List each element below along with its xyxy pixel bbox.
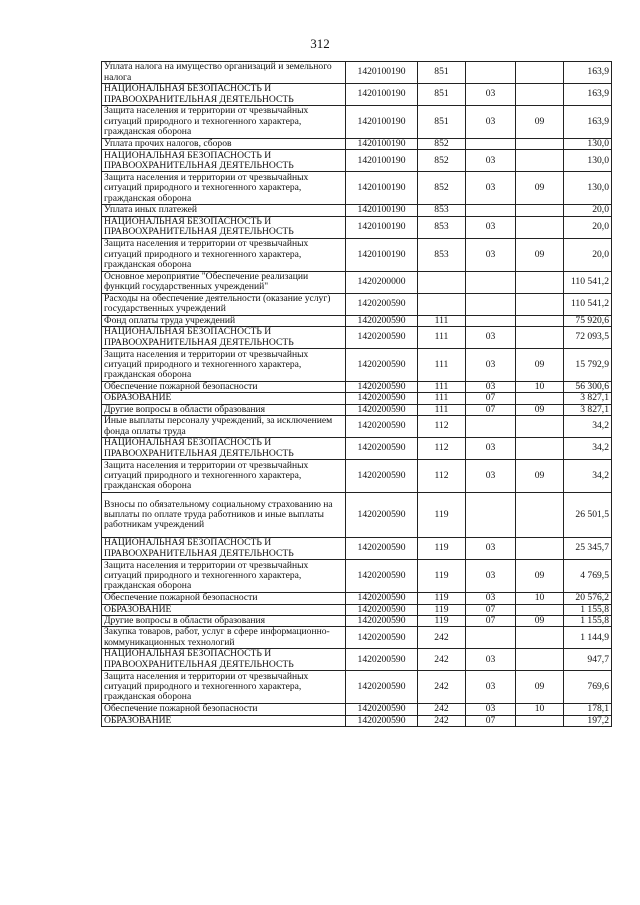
table-row xyxy=(102,493,612,538)
table-row xyxy=(102,615,612,626)
row-section: 07 xyxy=(466,615,516,626)
table-row xyxy=(102,715,612,726)
row-subsection: 09 xyxy=(516,349,564,382)
row-sum: 1 144,9 xyxy=(564,627,612,649)
row-name: НАЦИОНАЛЬНАЯ БЕЗОПАСНОСТЬ И ПРАВООХРАНИТЕЛЬНАЯ ДЕЯТЕЛЬНОСТЬ xyxy=(102,216,346,238)
row-target-article: 1420100190 xyxy=(346,150,418,172)
row-target-article: 1420100190 xyxy=(346,62,418,84)
row-section: 03 xyxy=(466,438,516,460)
row-name: НАЦИОНАЛЬНАЯ БЕЗОПАСНОСТЬ И ПРАВООХРАНИТЕЛЬНАЯ ДЕЯТЕЛЬНОСТЬ xyxy=(102,538,346,560)
row-sum: 34,2 xyxy=(564,460,612,493)
row-subsection xyxy=(516,604,564,615)
row-section: 03 xyxy=(466,382,516,393)
row-section: 07 xyxy=(466,715,516,726)
table-row xyxy=(102,593,612,604)
row-sum: 110 541,2 xyxy=(564,293,612,315)
row-target-article: 1420200590 xyxy=(346,593,418,604)
row-subsection: 09 xyxy=(516,460,564,493)
row-name: НАЦИОНАЛЬНАЯ БЕЗОПАСНОСТЬ И ПРАВООХРАНИТЕЛЬНАЯ ДЕЯТЕЛЬНОСТЬ xyxy=(102,84,346,106)
row-subsection: 09 xyxy=(516,671,564,704)
row-sum: 4 769,5 xyxy=(564,560,612,593)
row-target-article: 1420100190 xyxy=(346,205,418,216)
row-section: 03 xyxy=(466,560,516,593)
row-target-article: 1420100190 xyxy=(346,106,418,139)
row-sum: 110 541,2 xyxy=(564,271,612,293)
table-row xyxy=(102,560,612,593)
row-expense-type: 111 xyxy=(418,315,466,326)
row-section: 03 xyxy=(466,216,516,238)
table-row xyxy=(102,62,612,84)
table-row xyxy=(102,404,612,415)
table-row xyxy=(102,704,612,715)
row-section: 03 xyxy=(466,84,516,106)
row-sum: 20,0 xyxy=(564,238,612,271)
row-subsection xyxy=(516,715,564,726)
row-expense-type: 853 xyxy=(418,205,466,216)
row-target-article: 1420200590 xyxy=(346,416,418,438)
row-name: ОБРАЗОВАНИЕ xyxy=(102,393,346,404)
row-section: 03 xyxy=(466,106,516,139)
row-sum: 26 501,5 xyxy=(564,493,612,538)
row-section: 03 xyxy=(466,349,516,382)
row-name: Расходы на обеспечение деятельности (оказание услуг) государственных учреждений xyxy=(102,293,346,315)
table-row xyxy=(102,327,612,349)
row-target-article: 1420200590 xyxy=(346,315,418,326)
row-section: 03 xyxy=(466,671,516,704)
row-section xyxy=(466,493,516,538)
row-sum: 3 827,1 xyxy=(564,393,612,404)
row-name: Обеспечение пожарной безопасности xyxy=(102,593,346,604)
row-section: 07 xyxy=(466,393,516,404)
row-sum: 163,9 xyxy=(564,84,612,106)
table-row xyxy=(102,416,612,438)
row-section: 07 xyxy=(466,604,516,615)
row-sum: 947,7 xyxy=(564,649,612,671)
row-name: Уплата прочих налогов, сборов xyxy=(102,139,346,150)
row-section: 03 xyxy=(466,238,516,271)
table-row xyxy=(102,106,612,139)
row-section xyxy=(466,293,516,315)
row-expense-type: 112 xyxy=(418,460,466,493)
row-section: 03 xyxy=(466,538,516,560)
row-subsection xyxy=(516,438,564,460)
row-target-article: 1420200590 xyxy=(346,704,418,715)
row-subsection xyxy=(516,327,564,349)
table-row xyxy=(102,84,612,106)
row-target-article: 1420200590 xyxy=(346,627,418,649)
row-sum: 163,9 xyxy=(564,62,612,84)
row-expense-type: 852 xyxy=(418,150,466,172)
row-name: Защита населения и территории от чрезвычайных ситуаций природного и техногенного характера, гражданская оборона xyxy=(102,172,346,205)
table-row xyxy=(102,627,612,649)
row-expense-type: 851 xyxy=(418,84,466,106)
row-name: Обеспечение пожарной безопасности xyxy=(102,382,346,393)
row-subsection: 10 xyxy=(516,593,564,604)
row-expense-type xyxy=(418,293,466,315)
row-subsection xyxy=(516,84,564,106)
row-subsection xyxy=(516,293,564,315)
row-subsection xyxy=(516,416,564,438)
table-row xyxy=(102,205,612,216)
row-subsection xyxy=(516,649,564,671)
row-name: Закупка товаров, работ, услуг в сфере информационно-коммуникационных технологий xyxy=(102,627,346,649)
table-row xyxy=(102,172,612,205)
row-sum: 15 792,9 xyxy=(564,349,612,382)
row-section xyxy=(466,139,516,150)
row-subsection xyxy=(516,393,564,404)
row-expense-type: 119 xyxy=(418,604,466,615)
row-expense-type: 119 xyxy=(418,560,466,593)
row-name: НАЦИОНАЛЬНАЯ БЕЗОПАСНОСТЬ И ПРАВООХРАНИТЕЛЬНАЯ ДЕЯТЕЛЬНОСТЬ xyxy=(102,327,346,349)
row-sum: 3 827,1 xyxy=(564,404,612,415)
row-section xyxy=(466,627,516,649)
row-expense-type: 111 xyxy=(418,349,466,382)
row-subsection: 09 xyxy=(516,172,564,205)
table-row xyxy=(102,604,612,615)
row-section: 03 xyxy=(466,460,516,493)
row-sum: 1 155,8 xyxy=(564,615,612,626)
row-subsection: 09 xyxy=(516,560,564,593)
row-target-article: 1420200590 xyxy=(346,649,418,671)
row-subsection: 09 xyxy=(516,106,564,139)
row-expense-type: 242 xyxy=(418,649,466,671)
row-name: Защита населения и территории от чрезвычайных ситуаций природного и техногенного характера, гражданская оборона xyxy=(102,560,346,593)
row-expense-type: 112 xyxy=(418,438,466,460)
row-expense-type: 111 xyxy=(418,404,466,415)
row-name: Основное мероприятие "Обеспечение реализации функций государственных учреждений" xyxy=(102,271,346,293)
table-row xyxy=(102,238,612,271)
row-subsection xyxy=(516,62,564,84)
table-row xyxy=(102,293,612,315)
row-name: Другие вопросы в области образования xyxy=(102,615,346,626)
row-expense-type: 119 xyxy=(418,493,466,538)
table-row xyxy=(102,649,612,671)
row-sum: 197,2 xyxy=(564,715,612,726)
row-expense-type: 242 xyxy=(418,627,466,649)
table-row xyxy=(102,271,612,293)
row-subsection xyxy=(516,493,564,538)
row-section xyxy=(466,416,516,438)
row-target-article: 1420200590 xyxy=(346,393,418,404)
row-name: Уплата иных платежей xyxy=(102,205,346,216)
row-sum: 34,2 xyxy=(564,438,612,460)
budget-table xyxy=(101,61,612,727)
row-expense-type: 242 xyxy=(418,671,466,704)
row-subsection: 09 xyxy=(516,404,564,415)
row-name: НАЦИОНАЛЬНАЯ БЕЗОПАСНОСТЬ И ПРАВООХРАНИТЕЛЬНАЯ ДЕЯТЕЛЬНОСТЬ xyxy=(102,649,346,671)
row-name: ОБРАЗОВАНИЕ xyxy=(102,604,346,615)
row-name: Взносы по обязательному социальному страхованию на выплаты по оплате труда работников и иные выплаты работникам учреждений xyxy=(102,493,346,538)
row-name: НАЦИОНАЛЬНАЯ БЕЗОПАСНОСТЬ И ПРАВООХРАНИТЕЛЬНАЯ ДЕЯТЕЛЬНОСТЬ xyxy=(102,150,346,172)
row-expense-type: 242 xyxy=(418,704,466,715)
row-section: 03 xyxy=(466,150,516,172)
row-subsection: 10 xyxy=(516,704,564,715)
row-subsection: 09 xyxy=(516,238,564,271)
table-row xyxy=(102,671,612,704)
row-subsection xyxy=(516,139,564,150)
row-section: 07 xyxy=(466,404,516,415)
row-target-article: 1420100190 xyxy=(346,84,418,106)
row-expense-type: 242 xyxy=(418,715,466,726)
row-section xyxy=(466,62,516,84)
row-sum: 1 155,8 xyxy=(564,604,612,615)
row-name: Защита населения и территории от чрезвычайных ситуаций природного и техногенного характера, гражданская оборона xyxy=(102,460,346,493)
row-sum: 25 345,7 xyxy=(564,538,612,560)
row-subsection xyxy=(516,538,564,560)
row-target-article: 1420200590 xyxy=(346,327,418,349)
row-sum: 20,0 xyxy=(564,205,612,216)
table-row xyxy=(102,315,612,326)
row-target-article: 1420200590 xyxy=(346,604,418,615)
row-target-article: 1420100190 xyxy=(346,216,418,238)
row-sum: 34,2 xyxy=(564,416,612,438)
row-subsection xyxy=(516,150,564,172)
row-sum: 130,0 xyxy=(564,139,612,150)
page-number: 312 xyxy=(310,36,330,51)
row-name: Уплата налога на имущество организаций и земельного налога xyxy=(102,62,346,84)
row-expense-type: 119 xyxy=(418,538,466,560)
row-name: Другие вопросы в области образования xyxy=(102,404,346,415)
row-name: Защита населения и территории от чрезвычайных ситуаций природного и техногенного характера, гражданская оборона xyxy=(102,238,346,271)
row-target-article: 1420200590 xyxy=(346,382,418,393)
row-target-article: 1420200590 xyxy=(346,538,418,560)
table-row xyxy=(102,349,612,382)
row-subsection: 09 xyxy=(516,615,564,626)
row-target-article: 1420100190 xyxy=(346,139,418,150)
row-expense-type: 853 xyxy=(418,238,466,271)
table-row xyxy=(102,150,612,172)
row-target-article: 1420100190 xyxy=(346,172,418,205)
row-expense-type: 852 xyxy=(418,139,466,150)
row-sum: 163,9 xyxy=(564,106,612,139)
row-name: Защита населения и территории от чрезвычайных ситуаций природного и техногенного характера, гражданская оборона xyxy=(102,106,346,139)
row-target-article: 1420200590 xyxy=(346,460,418,493)
table-row xyxy=(102,139,612,150)
row-section xyxy=(466,315,516,326)
row-section: 03 xyxy=(466,172,516,205)
row-expense-type: 119 xyxy=(418,615,466,626)
row-expense-type: 111 xyxy=(418,393,466,404)
row-target-article: 1420200590 xyxy=(346,293,418,315)
row-target-article: 1420100190 xyxy=(346,238,418,271)
row-target-article: 1420200590 xyxy=(346,349,418,382)
table-row xyxy=(102,438,612,460)
row-name: Фонд оплаты труда учреждений xyxy=(102,315,346,326)
row-expense-type: 111 xyxy=(418,327,466,349)
table-row xyxy=(102,393,612,404)
row-subsection: 10 xyxy=(516,382,564,393)
row-section: 03 xyxy=(466,649,516,671)
row-name: Защита населения и территории от чрезвычайных ситуаций природного и техногенного характера, гражданская оборона xyxy=(102,671,346,704)
row-subsection xyxy=(516,627,564,649)
row-target-article: 1420200590 xyxy=(346,404,418,415)
row-section xyxy=(466,271,516,293)
row-expense-type xyxy=(418,271,466,293)
row-sum: 130,0 xyxy=(564,172,612,205)
row-sum: 75 920,6 xyxy=(564,315,612,326)
row-sum: 20,0 xyxy=(564,216,612,238)
row-name: НАЦИОНАЛЬНАЯ БЕЗОПАСНОСТЬ И ПРАВООХРАНИТЕЛЬНАЯ ДЕЯТЕЛЬНОСТЬ xyxy=(102,438,346,460)
row-target-article: 1420200590 xyxy=(346,671,418,704)
row-sum: 56 300,6 xyxy=(564,382,612,393)
row-target-article: 1420200590 xyxy=(346,615,418,626)
row-target-article: 1420200590 xyxy=(346,493,418,538)
row-sum: 72 093,5 xyxy=(564,327,612,349)
table-row xyxy=(102,538,612,560)
row-expense-type: 852 xyxy=(418,172,466,205)
row-section: 03 xyxy=(466,327,516,349)
row-expense-type: 853 xyxy=(418,216,466,238)
row-section xyxy=(466,205,516,216)
row-subsection xyxy=(516,315,564,326)
row-target-article: 1420200590 xyxy=(346,560,418,593)
row-sum: 178,1 xyxy=(564,704,612,715)
row-subsection xyxy=(516,271,564,293)
row-target-article: 1420200590 xyxy=(346,715,418,726)
row-name: Обеспечение пожарной безопасности xyxy=(102,704,346,715)
row-expense-type: 851 xyxy=(418,106,466,139)
row-sum: 130,0 xyxy=(564,150,612,172)
row-target-article: 1420200590 xyxy=(346,438,418,460)
row-section: 03 xyxy=(466,593,516,604)
table-row xyxy=(102,216,612,238)
row-section: 03 xyxy=(466,704,516,715)
row-expense-type: 111 xyxy=(418,382,466,393)
table-row xyxy=(102,460,612,493)
row-target-article: 1420200000 xyxy=(346,271,418,293)
row-name: ОБРАЗОВАНИЕ xyxy=(102,715,346,726)
row-sum: 769,6 xyxy=(564,671,612,704)
row-sum: 20 576,2 xyxy=(564,593,612,604)
row-expense-type: 851 xyxy=(418,62,466,84)
row-expense-type: 119 xyxy=(418,593,466,604)
row-name: Иные выплаты персоналу учреждений, за исключением фонда оплаты труда xyxy=(102,416,346,438)
row-expense-type: 112 xyxy=(418,416,466,438)
row-name: Защита населения и территории от чрезвычайных ситуаций природного и техногенного характера, гражданская оборона xyxy=(102,349,346,382)
table-row xyxy=(102,382,612,393)
row-subsection xyxy=(516,205,564,216)
row-subsection xyxy=(516,216,564,238)
